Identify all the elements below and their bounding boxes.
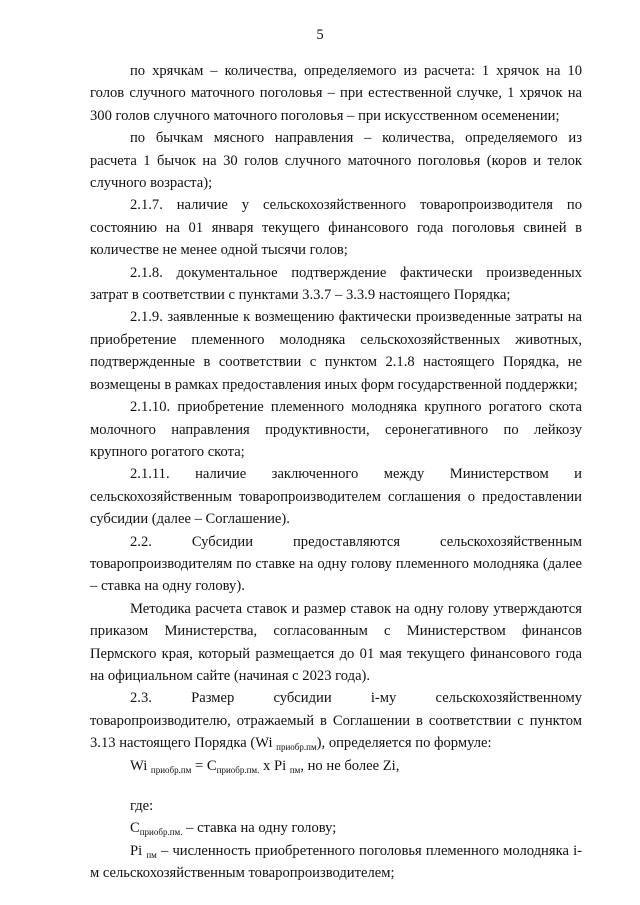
paragraph: 2.1.10. приобретение племенного молодняка крупного рогатого скота молочного направления продуктивности, серонегативного по лейкозу крупного рогатого скота; [90,399,582,460]
subscript: пм [289,764,301,775]
paragraph: 2.1.8. документальное подтверждение фактически произведенных затрат в соответствии с пунктами 3.3.7 – 3.3.9 настоящего Порядка; [90,264,582,304]
definition-c [90,817,582,839]
definition-text: – ставка на одну голову; [182,820,337,837]
formula-pi: х Pi [259,757,290,774]
subscript: пм [146,849,157,860]
definition-text: – численность приобретенного поголовья племенного молодняка i-м сельскохозяйственным товаропроизводителем; [90,842,582,882]
formula [90,755,582,777]
symbol: Pi [130,842,147,859]
paragraph: по хрячкам – количества, определяемого из расчета: 1 хрячок на 10 голов случного маточного поголовья – при естественной случке, 1 хрячок на 300 голов случного маточного поголовья – при искусственном осеменении; [90,63,582,124]
document-body [90,60,582,885]
paragraph: Методика расчета ставок и размер ставок на одну голову утверждаются приказом Министерства, согласованным с Министерством финансов Пермского края, который размещается до 01 мая текущего финансового года на официальном сайте (начиная с 2023 года). [90,600,582,684]
subscript: приобр.пм. [139,827,183,838]
paragraph-text: ), определяется по формуле: [316,735,492,752]
paragraph-text: 2.3. Размер субсидии i-му сельскохозяйственному товаропроизводителю, отражаемый в Соглашении в соответствии с пунктом 3.13 настоящего Порядка (Wi [90,690,582,752]
paragraph: 2.2. Субсидии предоставляются сельскохозяйственным товаропроизводителям по ставке на одну голову племенного молодняка (далее – ставка на одну голову). [90,533,582,595]
where-label: где: [130,798,154,814]
paragraph: 2.1.7. наличие у сельскохозяйственного товаропроизводителя по состоянию на 01 января текущего финансового года поголовья свиней в количестве не менее одной тысячи голов; [90,197,582,259]
page-number: 5 [316,27,324,43]
subscript: приобр.пм [150,764,192,775]
subscript: приобр.пм. [216,764,260,775]
subscript: приобр.пм [276,742,317,753]
paragraph: 2.1.11. наличие заключенного между Министерством и сельскохозяйственным товаропроизводителем соглашения о предоставлении субсидии (далее – Соглашение). [90,466,582,528]
symbol: С [130,820,140,837]
formula-tail: , но не более Zi, [300,757,400,774]
formula-wi: Wi [130,757,151,774]
definition-pi [90,840,582,885]
formula-eq: = С [191,757,217,774]
paragraph: 2.1.9. заявленные к возмещению фактически произведенные затраты на приобретение племенного молодняка сельскохозяйственных животных, подтвержденные в соответствии с пунктом 2.1.8 настоящего Порядка, не возмещены в рамках предоставления иных форм государственной поддержки; [90,309,582,393]
paragraph: по бычкам мясного направления – количества, определяемого из расчета 1 бычок на 30 голов случного маточного поголовья (коров и телок случного возраста); [90,130,582,192]
paragraph [90,687,582,754]
